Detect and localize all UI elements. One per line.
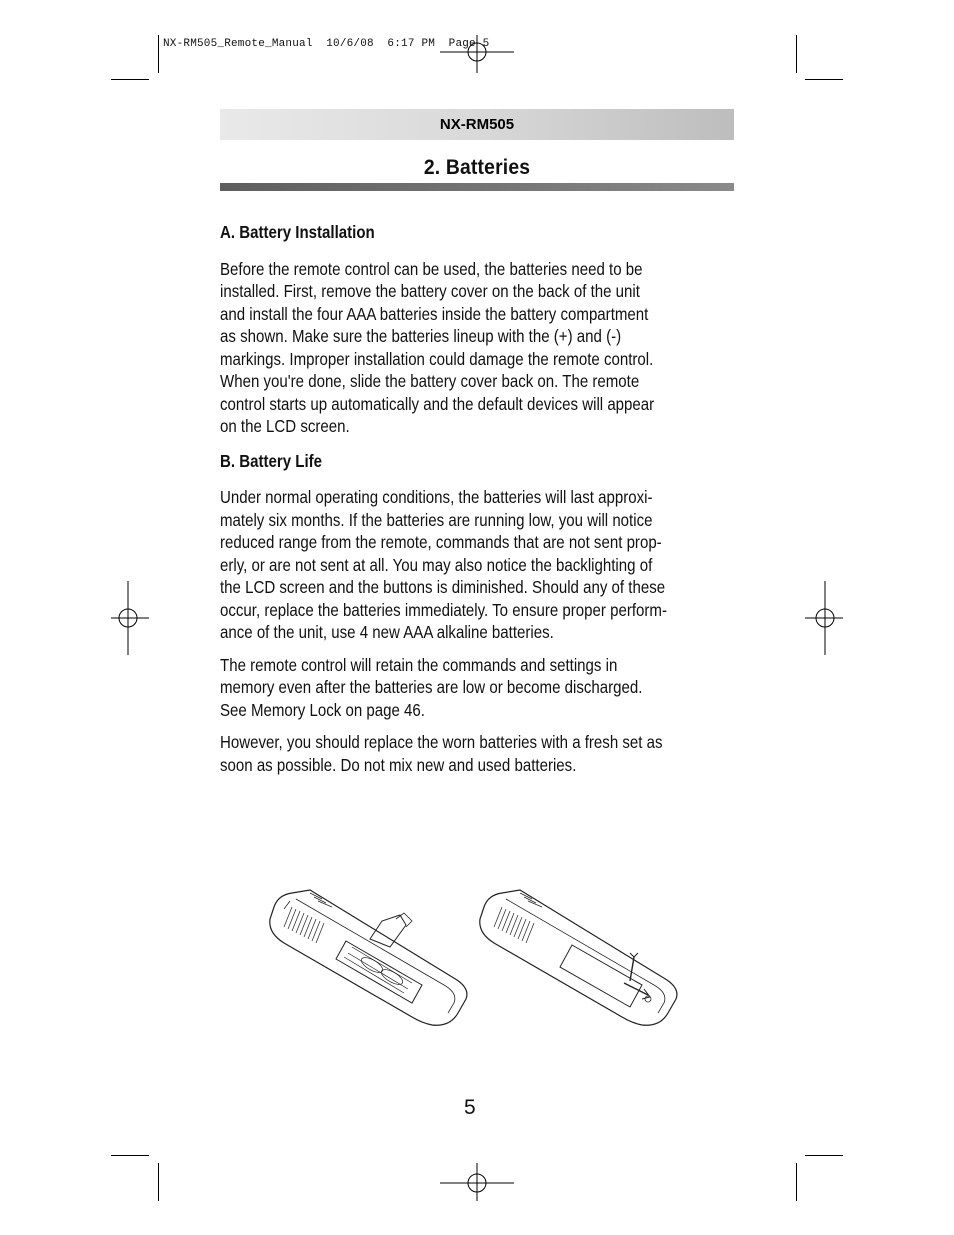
header-bar bbox=[220, 109, 734, 140]
page-content bbox=[220, 221, 684, 786]
battery-life-paragraph: However, you should replace the worn batteries with a fresh set as soon as possible. Do not mix new and used batteries. bbox=[220, 732, 663, 775]
battery-installation-body: Before the remote control can be used, the batteries need to be installed. First, remove the battery cover on the back of the unit and install the four AAA batteries inside the battery compartment as shown. Make sure the batteries lineup with the (+) and (-) markings. Improper installation could damage the remote control. When you're done, slide the battery cover back on. The remote control starts up automatically and the default devices will appear on the LCD screen. bbox=[220, 258, 655, 436]
remote-open-compartment-illustration bbox=[270, 890, 467, 1025]
page-number: 5 bbox=[464, 1096, 476, 1119]
section-title: 2. Batteries bbox=[423, 156, 531, 179]
battery-installation-heading: A. Battery Installation bbox=[220, 222, 375, 242]
printer-slug: NX-RM505_Remote_Manual 10/6/08 6:17 PM Page 5 bbox=[163, 38, 490, 50]
battery-life-paragraph: The remote control will retain the commands and settings in memory even after the batteries are low or become discharged. See Memory Lock on page 46. bbox=[220, 654, 643, 720]
battery-life-paragraph: Under normal operating conditions, the batteries will last approxi- mately six months. If the batteries are running low, you will notice reduced range from the remote, commands that are not sent prop- erly, or are not sent at all. You may also notice the backlighting of the LCD screen and the buttons is diminished. Should any of these occur, replace the batteries immediately. To ensure proper perform- ance of the unit, use 4 new AAA alkaline batteries. bbox=[220, 487, 667, 642]
title-rule bbox=[220, 183, 734, 191]
battery-life-heading: B. Battery Life bbox=[220, 450, 323, 471]
model-label: NX-RM505 bbox=[439, 116, 515, 133]
remote-cover-sliding-illustration bbox=[480, 890, 677, 1025]
battery-installation-illustration bbox=[262, 885, 682, 1040]
